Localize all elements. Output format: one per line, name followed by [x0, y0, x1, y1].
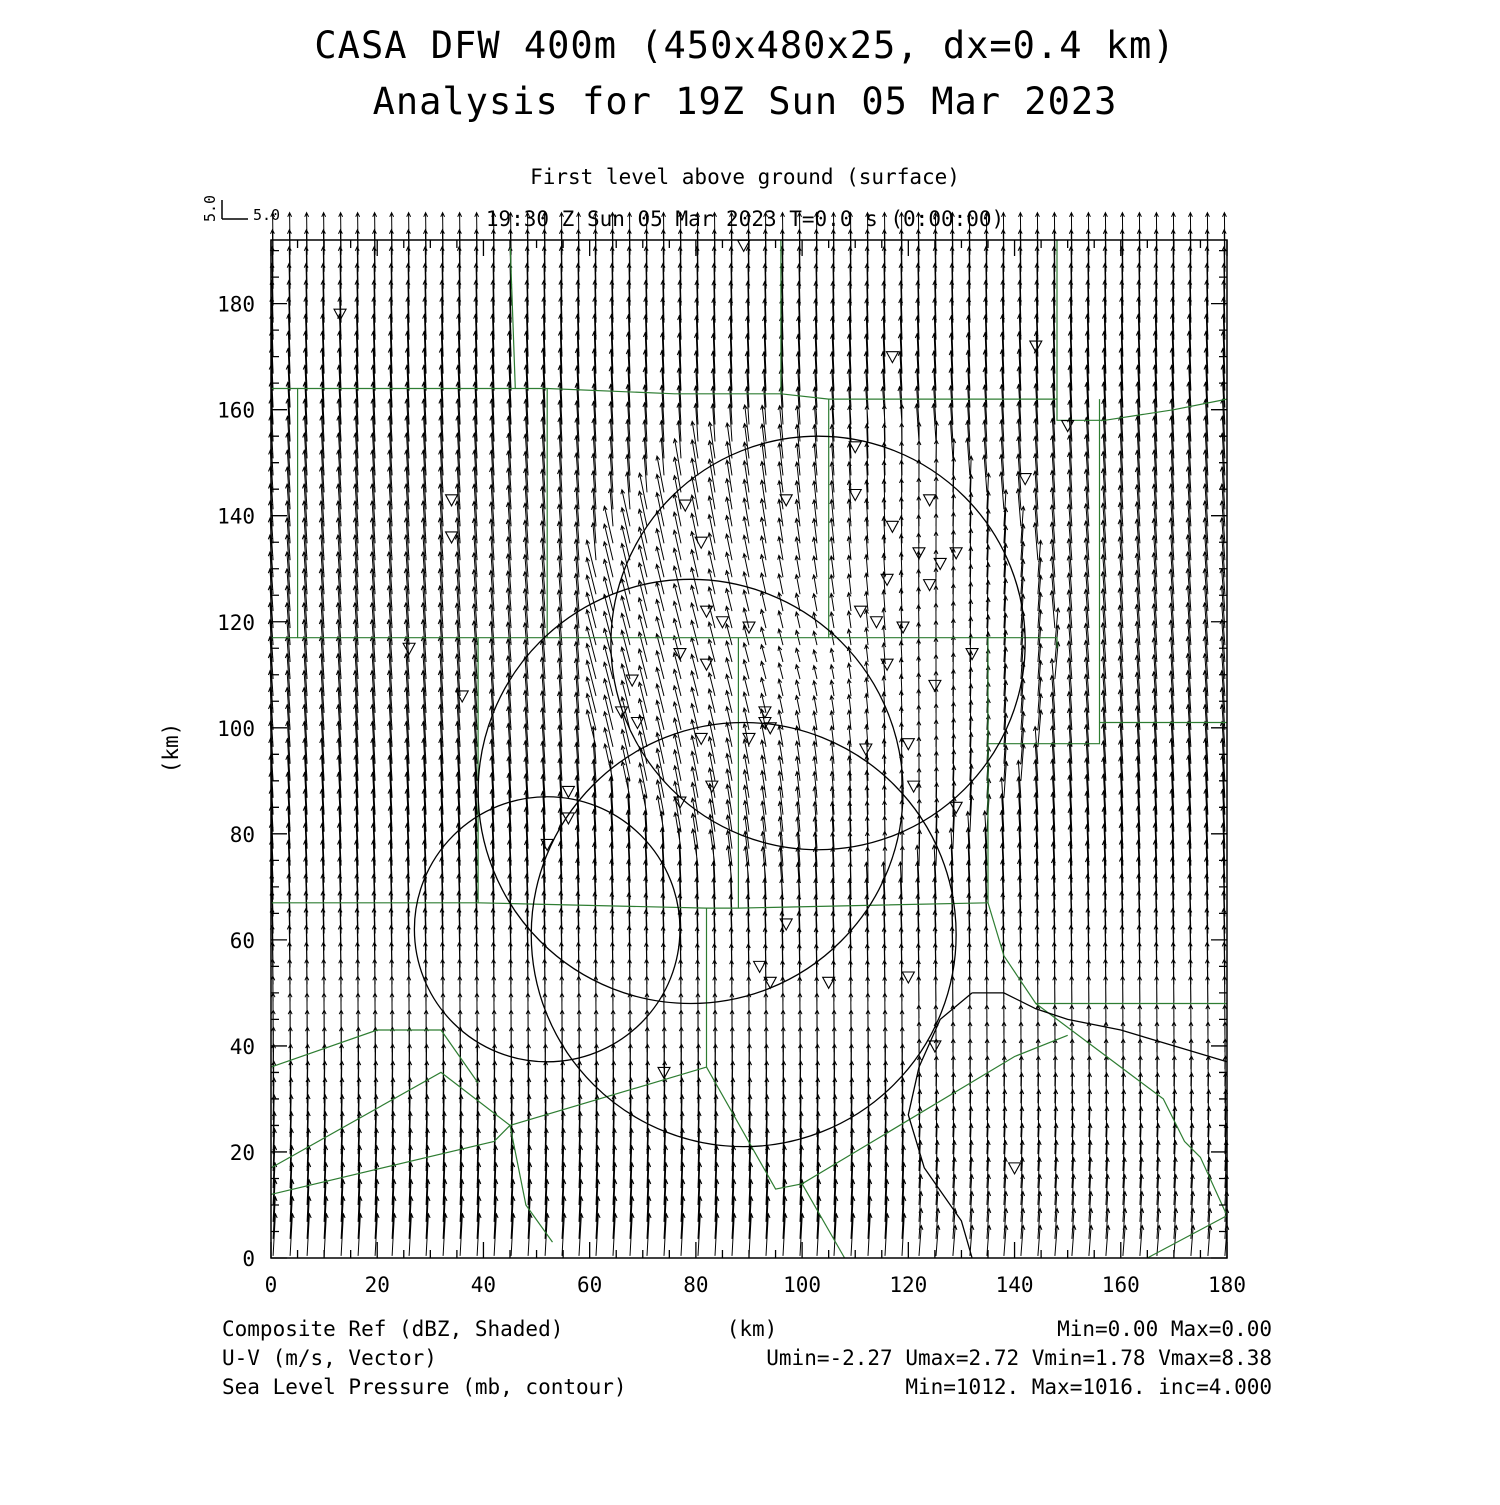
x-tick-label: 60 [577, 1273, 603, 1297]
x-tick-label: 160 [1101, 1273, 1140, 1297]
station-marker [924, 495, 936, 506]
y-tick-label: 160 [217, 398, 255, 423]
county-boundary [1147, 1216, 1227, 1258]
county-boundary [1036, 1004, 1227, 1216]
reference-vector [201, 195, 280, 224]
county-boundary [441, 1030, 478, 1083]
reference-vector-u-label: 5.0 [253, 206, 281, 224]
x-tick-label: 80 [683, 1273, 709, 1297]
y-tick-label: 100 [217, 716, 255, 741]
station-marker [626, 675, 638, 686]
station-marker [950, 548, 962, 559]
footer-left-line1: Composite Ref (dBZ, Shaded) [222, 1317, 564, 1341]
x-tick-label: 140 [995, 1273, 1034, 1297]
x-tick-label: 120 [889, 1273, 928, 1297]
county-boundary [478, 903, 988, 908]
station-marker [881, 574, 893, 585]
y-tick-label: 20 [229, 1140, 255, 1165]
footer-left-line2: U-V (m/s, Vector) [222, 1346, 437, 1370]
level-label: First level above ground (surface) [530, 165, 960, 189]
county-boundary [802, 1184, 845, 1258]
station-marker [562, 786, 574, 797]
y-tick-label: 40 [229, 1034, 255, 1059]
pressure-contour [908, 993, 972, 1258]
county-boundary [271, 908, 707, 1194]
y-tick-label: 0 [242, 1247, 255, 1271]
y-tick-label: 180 [217, 292, 255, 317]
footer-right-line1: Min=0.00 Max=0.00 [1057, 1317, 1272, 1341]
station-marker [886, 352, 898, 363]
wind-vector-field [268, 213, 1229, 1256]
reference-vector-v-label: 5.0 [201, 194, 219, 222]
title-line1: CASA DFW 400m (450x480x25, dx=0.4 km) [314, 24, 1176, 67]
y-tick-label: 80 [229, 822, 255, 847]
footer-right-line3: Min=1012. Max=1016. inc=4.000 [905, 1375, 1272, 1399]
station-marker [902, 972, 914, 983]
station-marker [870, 617, 882, 628]
x-tick-label: 180 [1208, 1273, 1246, 1297]
title-line2: Analysis for 19Z Sun 05 Mar 2023 [372, 80, 1118, 123]
station-marker [855, 606, 867, 617]
x-axis-label: (km) [726, 1317, 778, 1341]
y-tick-label: 140 [217, 504, 255, 529]
station-marker [886, 521, 898, 532]
valid-time-label: 19:30 Z Sun 05 Mar 2023 T=0.0 s (0:00:00) [485, 207, 1005, 231]
y-tick-label: 120 [217, 610, 255, 635]
footer-right-line2: Umin=-2.27 Umax=2.72 Vmin=1.78 Vmax=8.38 [766, 1346, 1272, 1370]
station-marker [950, 802, 962, 813]
station-marker [924, 580, 936, 591]
county-boundary [271, 1030, 441, 1067]
reference-vector-arrow [222, 200, 248, 219]
x-tick-label: 20 [364, 1273, 390, 1297]
station-markers [334, 240, 1074, 1174]
station-marker [902, 739, 914, 750]
x-tick-label: 0 [264, 1273, 278, 1297]
station-marker [679, 500, 691, 511]
x-tick-label: 100 [783, 1273, 822, 1297]
x-tick-label: 40 [470, 1273, 497, 1297]
footer-left-line3: Sea Level Pressure (mb, contour) [222, 1375, 627, 1399]
y-tick-label: 60 [229, 928, 255, 953]
y-axis-label: (km) [159, 722, 183, 774]
station-marker [1009, 1163, 1021, 1174]
station-marker [860, 744, 872, 755]
county-boundary [271, 389, 298, 638]
pressure-contour [414, 797, 680, 1062]
wind-vectors [268, 213, 1229, 1256]
